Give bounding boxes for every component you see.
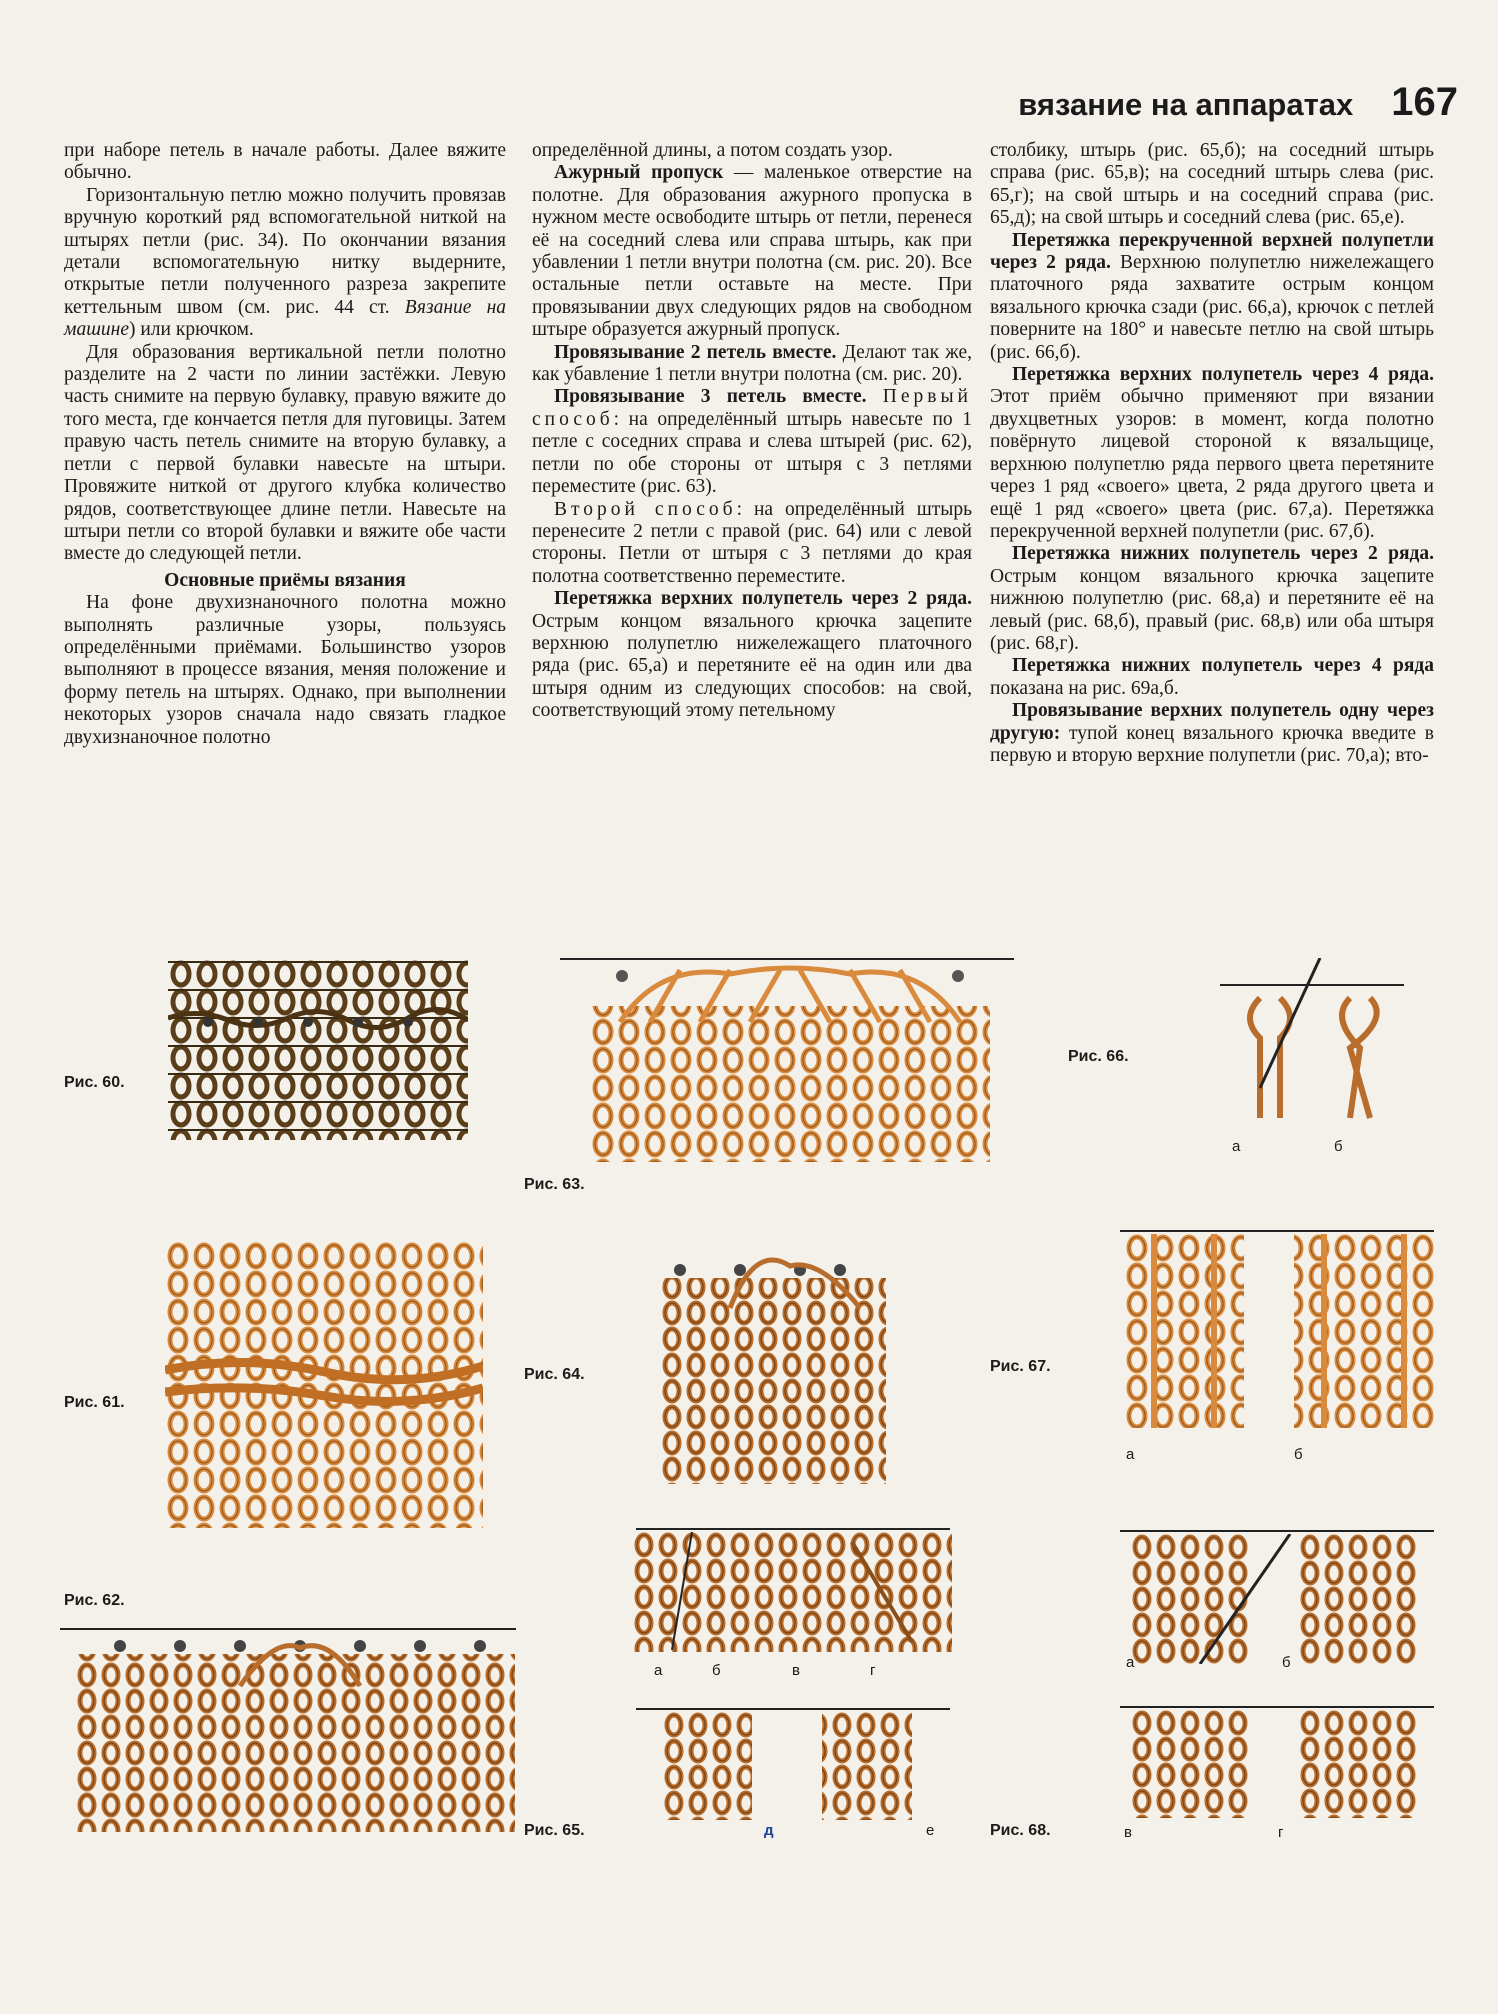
- figure-67-illustration: [1124, 1234, 1434, 1428]
- needle-bed-line: [1120, 1530, 1434, 1532]
- figure-65-illustration-top: [632, 1532, 952, 1652]
- sublabel-d: д: [764, 1822, 774, 1839]
- figure-66-caption: Рис. 66.: [1068, 1048, 1129, 1065]
- paragraph: при наборе петель в начале работы. Далее вяжите обычно.: [64, 140, 506, 184]
- sublabel-a: а: [1126, 1446, 1135, 1463]
- sublabel-b: б: [712, 1662, 721, 1679]
- sublabel-g: г: [1278, 1824, 1284, 1841]
- sublabel-a: а: [1126, 1654, 1135, 1671]
- sublabel-e: е: [926, 1822, 935, 1839]
- paragraph: Для образования вертикальной петли полотно разделите на 2 части по линии застёжки. Левую часть снимите на первую булавку, правую вяжите до того места, где кончается петля для пуговицы. Затем правую часть петель снимите на вторую булавку, а петли с первой булавки навесьте на штыри. Провяжите ниткой от другого клубка количество рядов, соответствующее длине петли. Навесьте на штыри петли со второй булавки и вяжите обе части вместе до следующей петли.: [64, 341, 506, 565]
- paragraph: Горизонтальную петлю можно получить провязав вручную короткий ряд вспомогательной ниткой на штырях петли (рис. 34). По окончании вязания детали вспомогательную нитку выдерните, открытые петли полученного разреза закрепите кеттельным швом (см. рис. 44 ст. Вязание на машине) или крючком.: [64, 184, 506, 341]
- needle-bed-line: [560, 958, 1014, 960]
- figure-68-illustration-bottom: [1130, 1710, 1420, 1818]
- figure-62-illustration: [75, 1636, 515, 1832]
- paragraph: определённой длины, а потом создать узор.: [532, 140, 893, 161]
- sublabel-g: г: [870, 1662, 876, 1679]
- paragraph: столбику, штырь (рис. 65,б); на соседний штырь справа (рис. 65,в); на соседний штырь слева (рис. 65,г); на свой штырь и на соседний справа (рис. 65,д); на свой штырь и соседний слева (рис. 65,е).: [990, 140, 1434, 229]
- figure-62-caption: Рис. 62.: [64, 1592, 125, 1609]
- paragraph: Перетяжка верхних полупетель через 4 ряда. Этот приём обычно применяют при вязании двухцветных узоров: в момент, когда полотно повёрнуто лицевой стороной к вязальщице, верхнюю полупетлю ряда первого цвета перетяните через 1 ряд «своего» цвета, 2 ряда другого цвета и ещё 1 ряд «своего» цвета (рис. 67,а). Перетяжка перекрученной верхней полупетли (рис. 67,б).: [990, 364, 1434, 542]
- term: Перетяжка нижних полупетель через 2 ряда.: [1012, 543, 1434, 565]
- term: Провязывание 3 петель вместе.: [554, 386, 867, 408]
- needle-bed-line: [60, 1628, 516, 1630]
- sublabel-b: б: [1282, 1654, 1291, 1671]
- term: Провязывание 2 петель вместе.: [554, 341, 837, 363]
- method-label: Второй способ: [554, 498, 737, 520]
- term: Ажурный пропуск: [554, 162, 724, 184]
- sublabel-b: б: [1334, 1138, 1343, 1155]
- text-column-2: [532, 140, 972, 723]
- page-header: [1018, 80, 1458, 125]
- method-label: Первый способ: [532, 386, 972, 430]
- text-column-3: [990, 140, 1434, 767]
- figure-64-caption: Рис. 64.: [524, 1366, 585, 1383]
- paragraph: Перетяжка нижних полупетель через 2 ряда. Острым концом вязального крючка зацепите нижнюю полупетлю (рис. 68,а) и перетяните её на левый (рис. 68,б), правый (рис. 68,в) или оба штыря (рис. 68,г).: [990, 543, 1434, 654]
- figure-68-caption: Рис. 68.: [990, 1822, 1051, 1839]
- term: Перетяжка верхних полупетель через 2 ряда.: [554, 588, 972, 610]
- figure-60-illustration: [168, 960, 468, 1140]
- sublabel-v: в: [1124, 1824, 1132, 1841]
- paragraph: Провязывание 2 петель вместе. Делают так же, как убавление 1 петли внутри полотна (см. рис. 20).: [532, 341, 972, 386]
- reference-title: Вязание на машине: [64, 296, 506, 341]
- figure-65-caption: Рис. 65.: [524, 1822, 585, 1839]
- figure-65-illustration-bottom: [662, 1712, 942, 1820]
- figure-64-illustration: [660, 1248, 886, 1484]
- paragraph: На фоне двухизнаночного полотна можно выполнять различные узоры, пользуясь определёнными приёмами. Большинство узоров выполняют в процессе вязания, меняя положение и форму петель на штырях. Однако, при выполнении некоторых узоров сначала надо связать гладкое двухизнаночное полотно: [64, 592, 506, 748]
- term: Перетяжка нижних полупетель через 4 ряда: [1012, 655, 1434, 677]
- sublabel-a: а: [654, 1662, 663, 1679]
- paragraph: Перетяжка перекрученной верхней полупетли через 2 ряда. Верхнюю полупетлю нижележащего платочного ряда захватите острым концом вязального крючка сзади (рис. 66,а), крючок с петлей поверните на 180° и навесьте петлю на свой штырь (рис. 66,б).: [990, 229, 1434, 363]
- paragraph: Ажурный пропуск — маленькое отверстие на полотне. Для образования ажурного пропуска в нужном месте освободите штырь от петли, перенеся её на соседний слева или справа штырь, как при убавлении 1 петли внутри полотна (см. рис. 20). Все остальные петли оставьте на месте. При провязывании двух следующих рядов на свободном штыре образуется ажурный пропуск.: [532, 162, 972, 341]
- term: Провязывание верхних полупетель одну через другую:: [990, 700, 1434, 744]
- text-column-1: [64, 140, 506, 749]
- section-title: вязание на аппаратах: [1018, 87, 1354, 122]
- section-heading: Основные приёмы вязания: [164, 569, 406, 591]
- page-number: 167: [1391, 80, 1458, 124]
- figure-61-illustration: [165, 1242, 483, 1528]
- figure-66-illustration: [1230, 958, 1410, 1128]
- term: Перетяжка перекрученной верхней полупетли через 2 ряда.: [990, 229, 1434, 274]
- needle-bed-line: [636, 1528, 950, 1530]
- sublabel-v: в: [792, 1662, 800, 1679]
- needle-bed-line: [636, 1708, 950, 1710]
- figure-68-illustration-top: [1130, 1534, 1420, 1664]
- needle-bed-line: [1120, 1230, 1434, 1232]
- paragraph: Второй способ: на определённый штырь перенесите 2 петли с правой (рис. 64) или с левой стороны. Петли от штыря с 3 петлями до края полотна соответственно переместите.: [532, 498, 973, 587]
- figure-63-caption: Рис. 63.: [524, 1176, 585, 1193]
- paragraph: Перетяжка верхних полупетель через 2 ряда. Острым концом вязального крючка зацепите верхнюю полупетлю нижележащего платочного ряда (рис. 65,а) и перетяните её на один или два штыря одним из следующих способов: на свой, соответствующий этому петельному: [532, 588, 972, 722]
- paragraph: Провязывание 3 петель вместе. Первый способ: на определённый штырь навесьте по 1 петле с соседних справа и слева штырей (рис. 62), петли по обе стороны от штыря с 3 петлями переместите (рис. 63).: [532, 386, 972, 498]
- needle-bed-line: [1120, 1706, 1434, 1708]
- figure-61-caption: Рис. 61.: [64, 1394, 125, 1411]
- figure-67-caption: Рис. 67.: [990, 1358, 1051, 1375]
- term: Перетяжка верхних полупетель через 4 ряда.: [1012, 364, 1434, 386]
- sublabel-b: б: [1294, 1446, 1303, 1463]
- figure-63-illustration: [590, 962, 990, 1162]
- figure-60-caption: Рис. 60.: [64, 1074, 125, 1091]
- paragraph: Провязывание верхних полупетель одну через другую: тупой конец вязального крючка введите в первую и вторую верхние полупетли (рис. 70,а); вто-: [990, 700, 1434, 766]
- paragraph: Перетяжка нижних полупетель через 4 ряда показана на рис. 69а,б.: [990, 655, 1434, 699]
- sublabel-a: а: [1232, 1138, 1241, 1155]
